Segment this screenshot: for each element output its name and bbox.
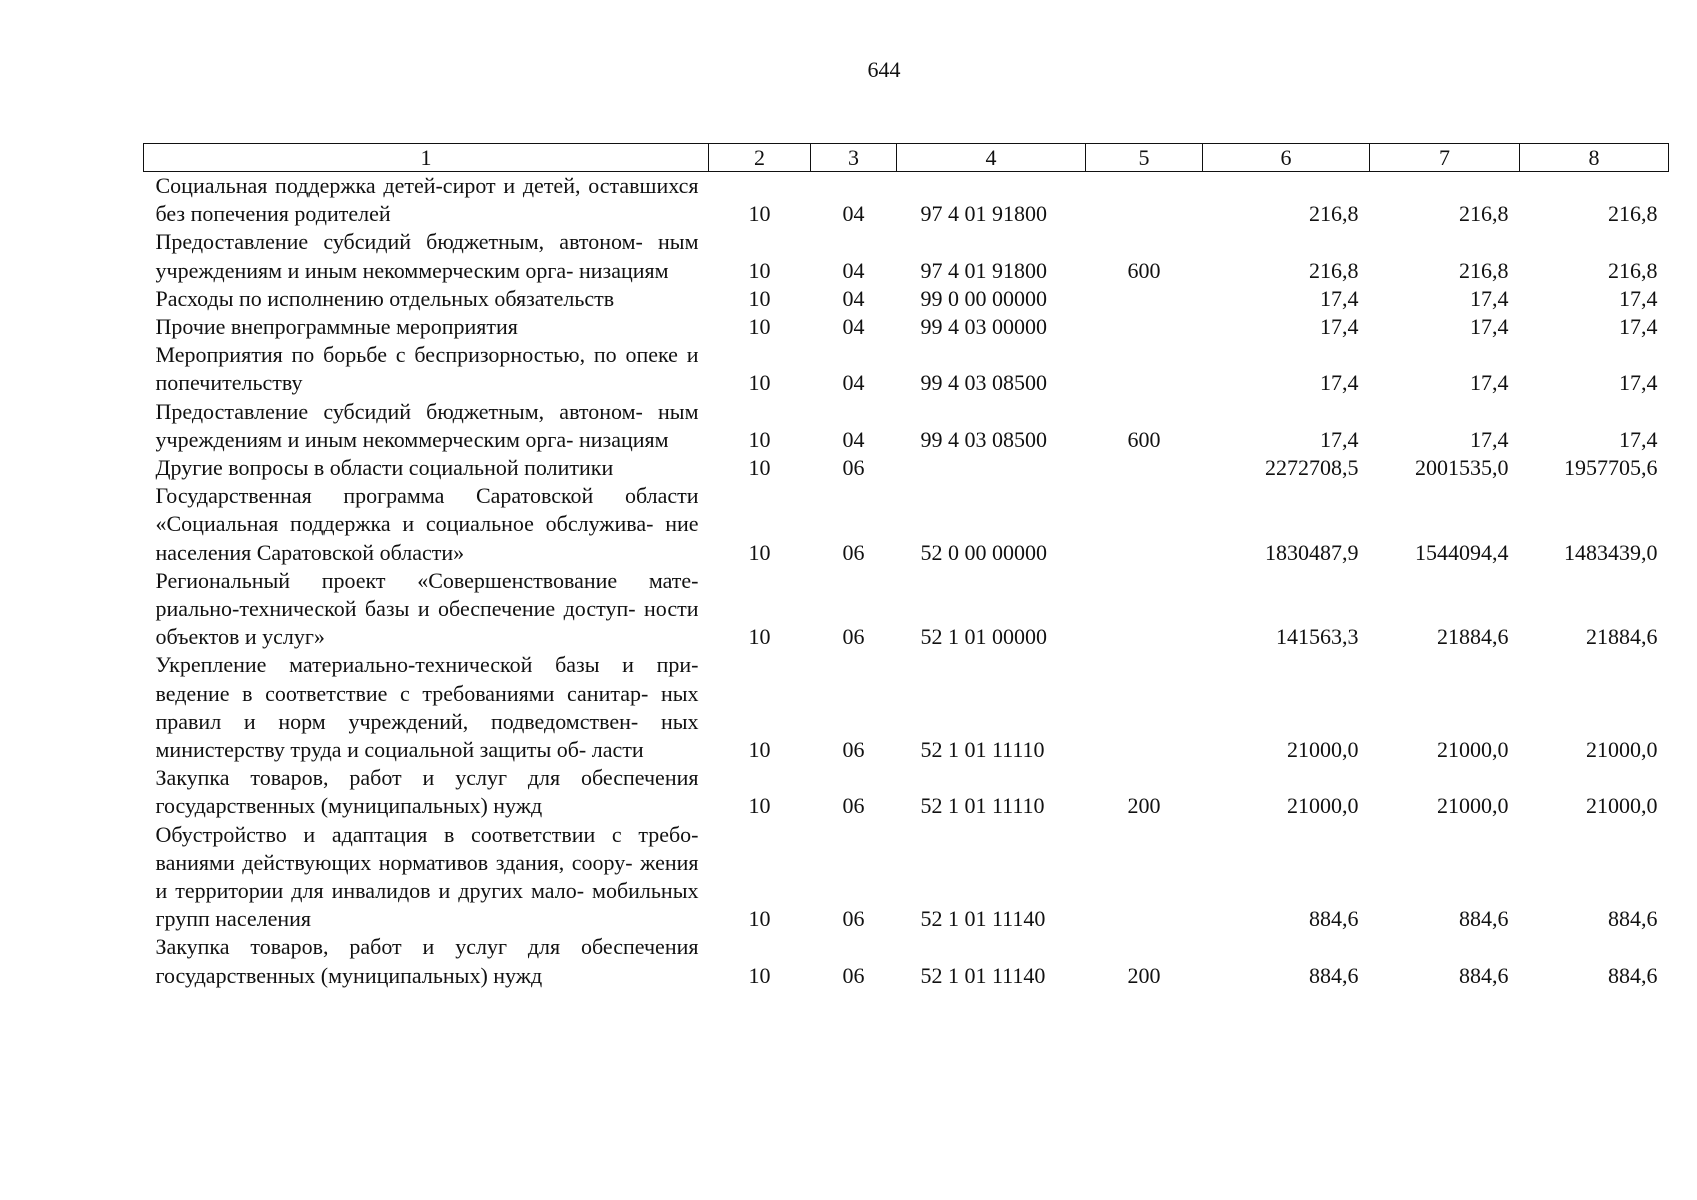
cell-subsection: 06: [842, 793, 865, 819]
cell-expense-name: [144, 313, 709, 341]
expense-name-line: Государственная программа Саратовской области: [155, 483, 699, 509]
cell-amount-year-2: 1544094,4: [1415, 539, 1509, 565]
cell-amount-year-3: 17,4: [1619, 426, 1658, 452]
cell-amount-year-3: 884,6: [1608, 962, 1658, 988]
cell-amount-year-3: 216,8: [1608, 201, 1658, 227]
header-row: [144, 144, 1669, 172]
cell-amount-year-1: 17,4: [1320, 426, 1359, 452]
cell-section: 10: [748, 426, 771, 452]
cell-subsection: 04: [842, 201, 865, 227]
cell-expense-type: [1086, 821, 1203, 934]
cell-section: 10: [748, 201, 771, 227]
expense-name-line: оставшихся без попечения родителей: [155, 173, 699, 227]
expense-name-line: ваниями действующих нормативов здания, соору-: [155, 849, 633, 875]
cell-amount-year-2: 17,4: [1470, 285, 1509, 311]
expense-name-line: ным учреждениям и иным некоммерческим орга-: [155, 229, 699, 283]
cell-expense-name: [144, 567, 709, 652]
cell-subsection: 04: [842, 426, 865, 452]
table-row: [144, 228, 1669, 284]
cell-amount-year-2: 2001535,0: [1415, 455, 1509, 481]
cell-expense-type: [1086, 482, 1203, 567]
cell-amount-year-2: 21000,0: [1437, 737, 1509, 763]
cell-expense-name: [144, 821, 709, 934]
cell-section: 10: [748, 539, 771, 565]
cell-amount-year-1: 884,6: [1309, 906, 1359, 932]
expense-name-line: ности объектов и услуг»: [155, 596, 699, 650]
cell-expense-name: [144, 341, 709, 397]
cell-amount-year-1: 17,4: [1320, 370, 1359, 396]
cell-expense-name: [144, 172, 709, 229]
expense-name-line: риально-технической базы и обеспечение доступ-: [155, 596, 636, 622]
cell-subsection: 06: [842, 455, 865, 481]
cell-target-article: 99 4 03 00000: [920, 314, 1047, 340]
cell-subsection: 04: [842, 257, 865, 283]
cell-expense-name: [144, 228, 709, 284]
cell-expense-type: [1086, 454, 1203, 482]
expense-name-line: Предоставление субсидий бюджетным, автоном-: [155, 398, 643, 424]
cell-section: 10: [748, 455, 771, 481]
cell-subsection: 06: [842, 906, 865, 932]
cell-amount-year-3: 21000,0: [1586, 793, 1658, 819]
expense-name-line: низациям: [579, 426, 669, 452]
cell-target-article: 52 1 01 11140: [920, 962, 1046, 988]
table-body: [144, 172, 1669, 990]
cell-target-article: 97 4 01 91800: [920, 201, 1047, 227]
table-row: [144, 454, 1669, 482]
expense-name-line: ние населения Саратовской области»: [155, 511, 699, 565]
cell-amount-year-3: 216,8: [1608, 257, 1658, 283]
cell-section: 10: [748, 962, 771, 988]
expense-name-line: «Социальная поддержка и социальное обслужива-: [155, 511, 654, 537]
page-number: 644: [867, 57, 901, 82]
cell-amount-year-2: 21884,6: [1437, 624, 1509, 650]
column-header-3: 3: [811, 144, 897, 172]
cell-subsection: 04: [842, 370, 865, 396]
cell-section: 10: [748, 370, 771, 396]
expense-name-line: ведение в соответствие с требованиями санитар-: [155, 680, 649, 706]
table-row: [144, 651, 1669, 764]
cell-target-article: 52 1 01 11140: [920, 906, 1046, 932]
table-row: [144, 398, 1669, 454]
cell-amount-year-2: 17,4: [1470, 370, 1509, 396]
expense-name-line: ласти: [591, 737, 644, 763]
cell-target-article: 97 4 01 91800: [920, 257, 1047, 283]
expense-name-line: мобильных групп населения: [155, 878, 699, 932]
cell-subsection: 06: [842, 962, 865, 988]
cell-amount-year-2: 216,8: [1459, 201, 1509, 227]
expense-name-line: Региональный проект «Совершенствование мате-: [155, 567, 699, 593]
expense-name-line: Закупка товаров, работ и услуг для обеспечения: [155, 934, 699, 960]
cell-target-article: 99 4 03 08500: [920, 426, 1047, 452]
cell-section: 10: [748, 314, 771, 340]
cell-section: 10: [748, 257, 771, 283]
expense-name-line: низациям: [579, 257, 669, 283]
cell-section: 10: [748, 737, 771, 763]
cell-amount-year-1: 17,4: [1320, 285, 1359, 311]
expense-name-line: Обустройство и адаптация в соответствии с требо-: [155, 821, 699, 847]
expense-name-line: государственных (муниципальных) нужд: [155, 793, 543, 819]
column-header-5: 5: [1086, 144, 1203, 172]
cell-target-article: [897, 454, 1086, 482]
column-header-1: 1: [144, 144, 709, 172]
cell-amount-year-2: 884,6: [1459, 906, 1509, 932]
table-row: [144, 341, 1669, 397]
cell-section: 10: [748, 285, 771, 311]
expense-name-line: государственных (муниципальных) нужд: [155, 962, 543, 988]
cell-amount-year-1: 141563,3: [1276, 624, 1359, 650]
table-row: [144, 821, 1669, 934]
column-header-8: 8: [1520, 144, 1669, 172]
cell-amount-year-2: 884,6: [1459, 962, 1509, 988]
cell-amount-year-3: 21884,6: [1586, 624, 1658, 650]
cell-section: 10: [748, 793, 771, 819]
cell-subsection: 04: [842, 314, 865, 340]
cell-amount-year-2: 17,4: [1470, 426, 1509, 452]
expense-name-line: Закупка товаров, работ и услуг для обеспечения: [155, 765, 699, 791]
cell-section: 10: [748, 624, 771, 650]
cell-expense-type: [1086, 285, 1203, 313]
expense-name-line: Мероприятия по борьбе с беспризорностью, по: [155, 342, 617, 368]
column-header-2: 2: [709, 144, 811, 172]
table-row: [144, 313, 1669, 341]
expense-name-line: ным учреждениям и иным некоммерческим орга-: [155, 398, 699, 452]
cell-expense-name: [144, 454, 709, 482]
cell-target-article: 99 0 00 00000: [920, 285, 1047, 311]
cell-subsection: 06: [842, 737, 865, 763]
column-header-7: 7: [1370, 144, 1520, 172]
expense-name-line: опеке и попечительству: [155, 342, 699, 396]
cell-amount-year-3: 21000,0: [1586, 737, 1658, 763]
cell-amount-year-3: 17,4: [1619, 285, 1658, 311]
table-row: [144, 933, 1669, 989]
table-row: [144, 172, 1669, 229]
cell-expense-name: [144, 651, 709, 764]
cell-amount-year-3: 17,4: [1619, 370, 1658, 396]
cell-amount-year-3: 1957705,6: [1564, 455, 1658, 481]
cell-amount-year-2: 17,4: [1470, 314, 1509, 340]
cell-expense-name: [144, 764, 709, 820]
cell-section: 10: [748, 906, 771, 932]
cell-target-article: 52 1 01 11110: [920, 737, 1045, 763]
expense-name-line: ных правил и норм учреждений, подведомствен-: [155, 680, 699, 734]
cell-amount-year-1: 216,8: [1309, 201, 1359, 227]
cell-subsection: 06: [842, 624, 865, 650]
cell-amount-year-1: 21000,0: [1287, 737, 1359, 763]
cell-expense-type: 200: [1127, 793, 1161, 819]
expense-name-line: ных министерству труда и социальной защиты об-: [155, 708, 699, 763]
cell-subsection: 06: [842, 539, 865, 565]
cell-expense-name: [144, 285, 709, 313]
cell-expense-type: [1086, 567, 1203, 652]
cell-amount-year-1: 1830487,9: [1265, 539, 1359, 565]
cell-expense-type: [1086, 172, 1203, 229]
cell-amount-year-3: 1483439,0: [1564, 539, 1658, 565]
table-row: [144, 567, 1669, 652]
cell-expense-type: [1086, 313, 1203, 341]
cell-amount-year-3: 884,6: [1608, 906, 1658, 932]
cell-amount-year-2: 216,8: [1459, 257, 1509, 283]
cell-expense-type: 600: [1127, 257, 1161, 283]
cell-expense-type: [1086, 651, 1203, 764]
cell-expense-name: [144, 398, 709, 454]
table-row: [144, 482, 1669, 567]
column-header-6: 6: [1203, 144, 1370, 172]
cell-amount-year-1: 17,4: [1320, 314, 1359, 340]
cell-amount-year-2: 21000,0: [1437, 793, 1509, 819]
expense-name-line: Прочие внепрограммные мероприятия: [155, 314, 518, 340]
expense-name-line: Другие вопросы в области социальной политики: [155, 455, 614, 481]
cell-target-article: 52 0 00 00000: [920, 539, 1047, 565]
cell-expense-type: 200: [1127, 962, 1161, 988]
cell-subsection: 04: [842, 285, 865, 311]
expense-name-line: Предоставление субсидий бюджетным, автоном-: [155, 229, 643, 255]
cell-target-article: 52 1 01 00000: [920, 624, 1047, 650]
cell-expense-name: [144, 933, 709, 989]
table-row: [144, 285, 1669, 313]
cell-amount-year-1: 21000,0: [1287, 793, 1359, 819]
cell-expense-type: [1086, 341, 1203, 397]
column-header-4: 4: [897, 144, 1086, 172]
cell-amount-year-3: 17,4: [1619, 314, 1658, 340]
cell-target-article: 99 4 03 08500: [920, 370, 1047, 396]
budget-table: [143, 143, 1669, 990]
cell-amount-year-1: 884,6: [1309, 962, 1359, 988]
cell-amount-year-1: 2272708,5: [1265, 455, 1359, 481]
expense-name-line: Социальная поддержка детей-сирот и детей,: [155, 173, 581, 198]
cell-expense-type: 600: [1127, 426, 1161, 452]
cell-target-article: 52 1 01 11110: [920, 793, 1045, 819]
table-row: [144, 764, 1669, 820]
expense-name-line: Укрепление материально-технической базы и при-: [155, 652, 699, 678]
expense-name-line: жения и территории для инвалидов и других мало-: [155, 849, 699, 904]
cell-expense-name: [144, 482, 709, 567]
expense-name-line: Расходы по исполнению отдельных обязательств: [155, 285, 615, 311]
cell-amount-year-1: 216,8: [1309, 257, 1359, 283]
